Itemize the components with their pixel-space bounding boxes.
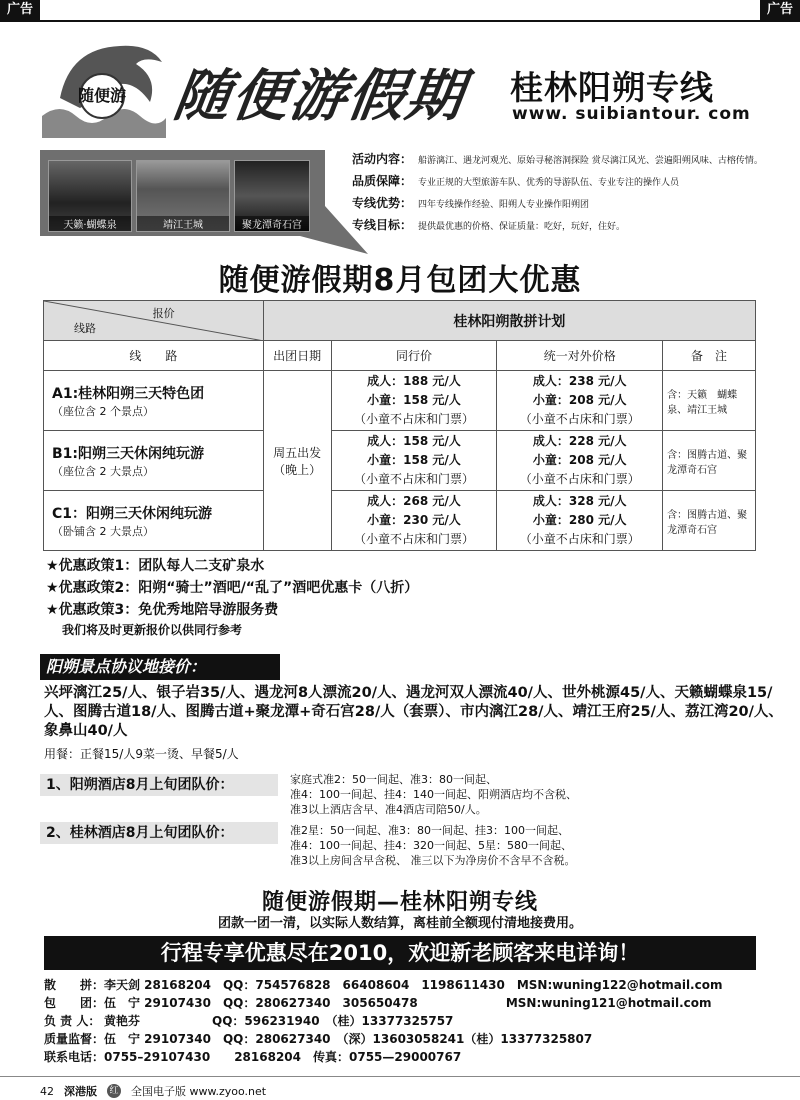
info-list [352, 150, 792, 238]
info-row: 活动内容： 船游漓江、遇龙河观光、原始寻秘溶洞探险 赏尽漓江风光、尝遍阳朔风味、古榕传情。 [352, 152, 763, 166]
contact-row: 包 团： 伍 宁 29107430 QQ：280627340 305650478 MSN:wuning121@hotmail.com [44, 996, 712, 1010]
col-route: 线 路 [44, 341, 264, 371]
price-table [43, 300, 756, 551]
site-link[interactable]: 全国电子版 www.zyoo.net [131, 1085, 267, 1098]
page-number: 42 [40, 1084, 54, 1098]
table-row: B1:阳朔三天休闲纯玩游 （座位含 2 大景点） 成人：158 元/人 小童：158 元/人 （小童不占床和门票） 成人：228 元/人 小童：208 元/人 （小童不占床和门票） 含：图腾古道、聚龙潭奇石宫 [44, 431, 756, 491]
policy-item: ★优惠政策3：免优秀地陪导游服务费 [46, 602, 279, 618]
policy-list [46, 555, 418, 638]
date-cell: 周五出发 （晚上） [263, 371, 331, 551]
brand-url: www. suibiantour. com [512, 104, 751, 124]
table-row: A1:桂林阳朔三天特色团 （座位含 2 个景点） 周五出发 （晚上） 成人：188 元/人 小童：158 元/人 （小童不占床和门票） 成人：238 元/人 小童：208 元/人 （小童不占床和门票） 含：天籁 蝴蝶泉、靖江王城 [44, 371, 756, 431]
plan-title: 桂林阳朔散拼计划 [263, 301, 755, 341]
meal-prices: 用餐：正餐15/人9菜一烫、早餐5/人 [44, 747, 239, 761]
slogan-bar: 行程专享优惠尽在2010，欢迎新老顾客来电详询！ [44, 936, 756, 970]
photo-caption: 天籁·蝴蝶泉 [49, 216, 131, 231]
col-peer: 同行价 [331, 341, 497, 371]
dolphin-logo-icon [40, 38, 168, 138]
edition-badge-icon: 红 [107, 1084, 121, 1098]
table-corner: 报价 线路 [44, 301, 264, 341]
contact-row: 联系电话： 0755–29107430 28168204 传真：0755—29000767 [44, 1050, 462, 1064]
logo-text: 随便游 [77, 86, 127, 105]
photo-tianlai [48, 160, 132, 232]
col-remark: 备 注 [663, 341, 756, 371]
policy-item: ★优惠政策2：阳朔“骑士”酒吧/“乱了”酒吧优惠卡（八折） [46, 580, 419, 596]
policy-item: ★优惠政策1：团队每人二支矿泉水 [46, 558, 265, 574]
scenic-title: 阳朔景点协议地接价： [40, 654, 280, 680]
photo-jingjiang [136, 160, 230, 232]
brand-title: 随便游假期 [169, 63, 470, 129]
top-rule [0, 20, 800, 22]
info-row: 专线目标： 提供最优惠的价格、保证质量：吃好，玩好，住好。 [352, 218, 626, 232]
info-row: 品质保障： 专业正规的大型旅游车队、优秀的导游队伍、专业专注的操作人员 [352, 174, 680, 188]
edition-label: 深港版 [64, 1085, 97, 1098]
hotel-prices-yangshuo: 家庭式准2：50一间起、准3：80一间起、 准4：100一间起、挂4：140一间起、阳朔酒店均不含税、 准3以上酒店含早、准4酒店司陪50/人。 [290, 773, 577, 816]
brand-subtitle: 桂林阳朔专线 [510, 68, 714, 107]
hotel-label-guilin: 2、桂林酒店8月上旬团队价： [40, 822, 278, 844]
policy-note: 我们将及时更新报价以供同行参考 [62, 623, 243, 637]
photo-caption: 靖江王城 [137, 216, 229, 231]
ad-tag-left: 广告 [0, 0, 40, 20]
col-retail: 统一对外价格 [497, 341, 663, 371]
footer-subtitle: 团款一团一清，以实际人数结算，离桂前全额现付清地接费用。 [217, 916, 582, 931]
hotel-prices-guilin: 准2星：50一间起、准3：80一间起、挂3：100一间起、 准4：100一间起、挂4：320一间起、5星：580一间起、 准3以上房间含早含税、 准三以下为净房价不含早不含税。 [290, 824, 576, 867]
info-row: 专线优势： 四年专线操作经验、阳朔人专业操作阳朔团 [352, 196, 590, 210]
contact-row: 负 责 人： 黄艳芬 QQ：596231940 （桂）13377325757 [44, 1014, 454, 1028]
contact-row: 散 拼： 李天剑 28168204 QQ：754576828 66408604 1198611430 MSN:wuning122@hotmail.com [44, 978, 723, 992]
scenic-prices: 兴坪漓江25/人、银子岩35/人、遇龙河8人漂流20/人、遇龙河双人漂流40/人、世外桃源45/人、天籁蝴蝶泉15/人、图腾古道18/人、图腾古道+聚龙潭+奇石宫28/人（套票）、市内漓江28/人、靖江王府25/人、荔江湾20/人、象鼻山40/人 [44, 685, 783, 739]
col-date: 出团日期 [263, 341, 331, 371]
table-row: C1：阳朔三天休闲纯玩游 （卧铺含 2 大景点） 成人：268 元/人 小童：230 元/人 （小童不占床和门票） 成人：328 元/人 小童：280 元/人 （小童不占床和门票） 含：图腾古道、聚龙潭奇石宫 [44, 491, 756, 551]
ad-tag-right: 广告 [760, 0, 800, 20]
footer-title: 随便游假期—桂林阳朔专线 [261, 890, 538, 915]
contact-row: 质量监督： 伍 宁 29107340 QQ：280627340 （深）13603058241（桂）13377325807 [44, 1032, 593, 1046]
page-footer [40, 1083, 266, 1099]
bottom-rule [0, 1076, 800, 1077]
photo-julongtan [234, 160, 310, 232]
promo-headline: 随便游假期8月包团大优惠 [218, 263, 582, 298]
photo-caption: 聚龙潭奇石宫 [235, 216, 309, 231]
hotel-label-yangshuo: 1、阳朔酒店8月上旬团队价： [40, 774, 278, 796]
contact-list [44, 976, 764, 1066]
